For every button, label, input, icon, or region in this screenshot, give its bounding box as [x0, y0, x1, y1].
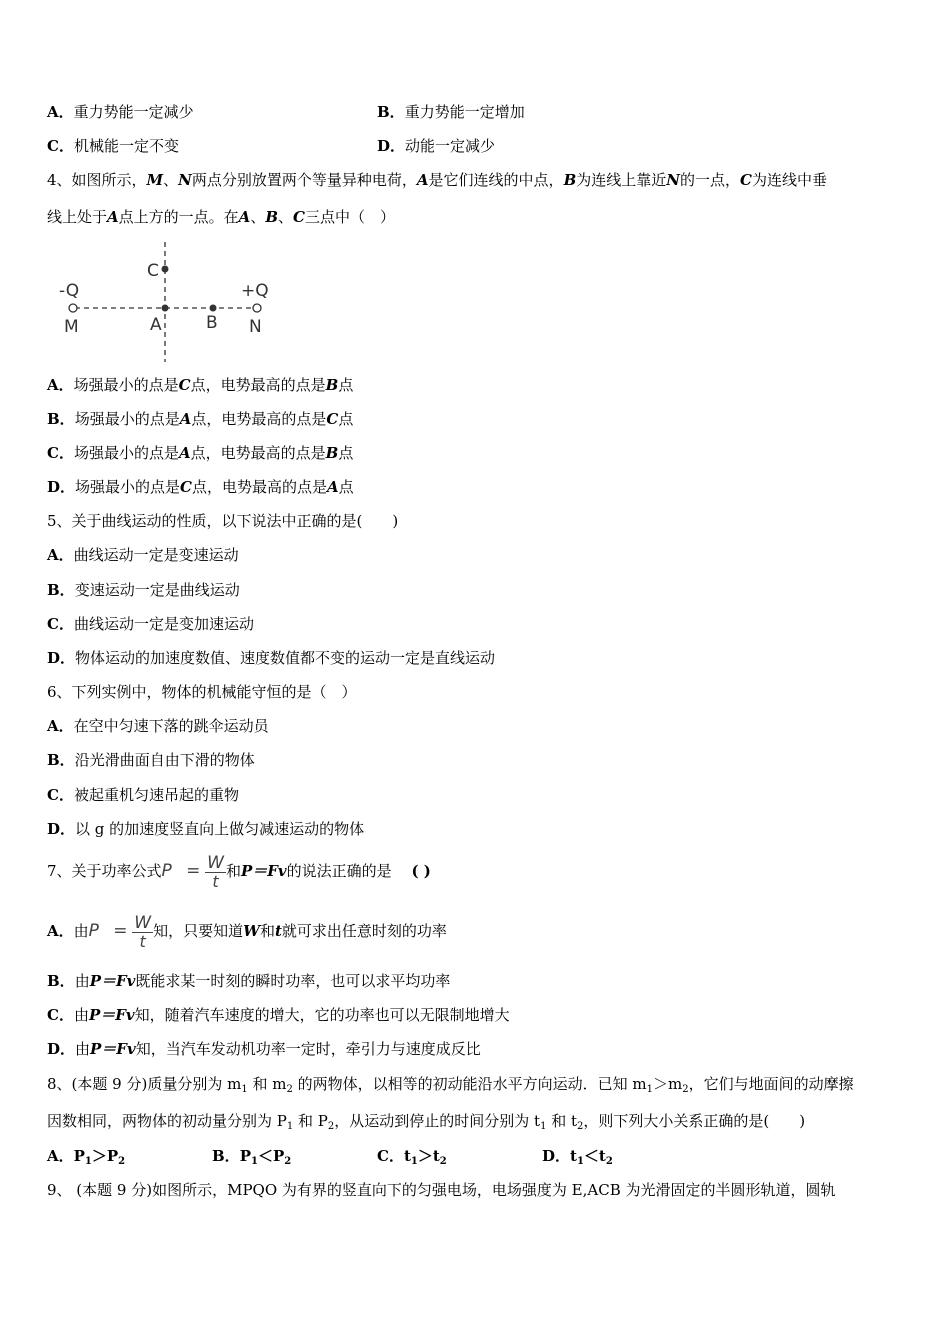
charge-m-marker: [69, 304, 77, 312]
q8-option-a: A．$P_1>P_2$: [47, 1147, 126, 1167]
work-over-time-fraction: $\frac{W}{t}$: [207, 852, 224, 891]
q4-option-b: B．场强最小的点是A点，电势最高的点是C点: [47, 410, 354, 428]
q8-stem-line2: 因数相同，两物体的初动量分别为 $P_1$ 和 $P_2$，从运动到停止的时间分别为 $t_1$ 和 $t_2$，则下列大小关系正确的是( ): [47, 1112, 806, 1132]
q5-option-d: D．物体运动的加速度数值、速度数值都不变的运动一定是直线运动: [47, 649, 496, 667]
point-c-marker: [162, 266, 169, 273]
label-neg-q: -Q: [59, 281, 80, 301]
q6-option-c: C．被起重机匀速吊起的重物: [47, 786, 239, 804]
q6-option-b: B．沿光滑曲面自由下滑的物体: [47, 751, 255, 769]
point-b-marker: [210, 305, 217, 312]
q4-option-c: C．场强最小的点是A点，电势最高的点是B点: [47, 444, 354, 462]
q7-option-b: B．由P＝Fv既能求某一时刻的瞬时功率，也可以求平均功率: [47, 972, 451, 990]
q4-stem-line2: 线上处于A点上方的一点。在A、B、C三点中（ ）: [47, 208, 395, 226]
label-n: N: [249, 317, 262, 337]
q3-option-c: C．机械能一定不变: [47, 137, 179, 155]
label-pos-q: +Q: [241, 281, 269, 301]
q4-option-a: A．场强最小的点是C点，电势最高的点是B点: [47, 376, 354, 394]
q5-option-c: C．曲线运动一定是变加速运动: [47, 615, 254, 633]
work-over-time-fraction: $\frac{W}{t}$: [134, 912, 152, 951]
q9-stem: 9、 (本题 9 分)如图所示，MPQO 为有界的竖直向下的匀强电场，电场强度为 E,ACB 为光滑固定的半圆形轨道，圆轨: [47, 1181, 836, 1199]
q5-option-a: A．曲线运动一定是变速运动: [47, 546, 239, 564]
point-a-marker: [162, 305, 169, 312]
label-c: C: [147, 261, 159, 281]
q8-option-d: D．$t_1<t_2$: [542, 1147, 613, 1167]
q7-stem: 7、关于功率公式P = $\frac{W}{t}$ 和P＝Fv的说法正确的是 ( ): [47, 852, 431, 891]
q5-stem: 5、关于曲线运动的性质，以下说法中正确的是( ): [47, 512, 399, 530]
power-symbol: P: [161, 861, 172, 881]
q6-stem: 6、下列实例中，物体的机械能守恒的是（ ）: [47, 683, 357, 701]
q8-option-c: C．$t_1>t_2$: [377, 1147, 447, 1167]
q8-stem-line1: 8、(本题 9 分)质量分别为 $m_1$ 和 $m_2$ 的两物体，以相等的初动能沿水平方向运动．已知 $m_1>m_2$，它们与地面间的动摩擦: [47, 1075, 854, 1095]
q7-option-a: A．由P = $\frac{W}{t}$ 知，只要知道W和t就可求出任意时刻的功率: [47, 912, 447, 951]
label-m: M: [64, 317, 79, 337]
q4-option-d: D．场强最小的点是C点，电势最高的点是A点: [47, 478, 354, 496]
q5-option-b: B．变速运动一定是曲线运动: [47, 581, 240, 599]
q6-option-a: A．在空中匀速下落的跳伞运动员: [47, 717, 269, 735]
q3-option-a: A．重力势能一定减少: [47, 103, 194, 121]
q4-charge-figure: [55, 238, 285, 366]
label-a: A: [150, 315, 162, 335]
q7-option-d: D．由P＝Fv知，当汽车发动机功率一定时，牵引力与速度成反比: [47, 1040, 481, 1058]
q6-option-d: D．以 g 的加速度竖直向上做匀减速运动的物体: [47, 820, 365, 838]
charge-n-marker: [253, 304, 261, 312]
q7-option-c: C．由P＝Fv知，随着汽车速度的增大，它的功率也可以无限制地增大: [47, 1006, 510, 1024]
q4-stem-line1: 4、如图所示，M、N两点分别放置两个等量异种电荷，A是它们连线的中点，B为连线上靠近N的一点，C为连线中垂: [47, 171, 827, 189]
q3-option-b: B．重力势能一定增加: [377, 103, 525, 121]
q3-option-d: D．动能一定减少: [377, 137, 496, 155]
label-b: B: [206, 313, 218, 333]
q8-option-b: B．$P_1<P_2$: [212, 1147, 292, 1167]
